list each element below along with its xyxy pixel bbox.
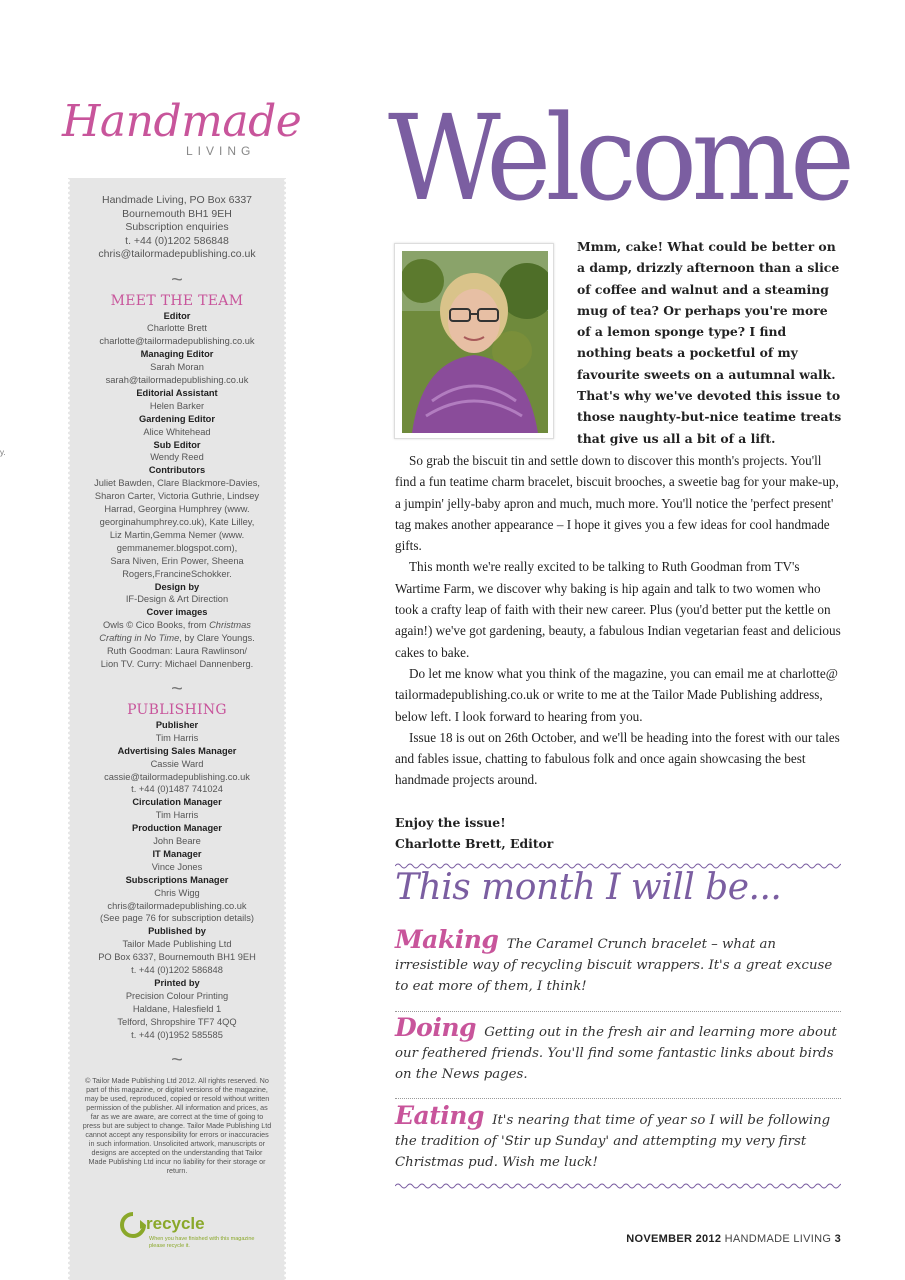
address-line: Bournemouth BH1 9EH — [122, 207, 232, 220]
contributors-line: Sharon Carter, Victoria Guthrie, Lindsey — [94, 491, 260, 502]
publisher-line: t. +44 (0)1202 586848 — [131, 965, 223, 976]
recycle-word: recycle — [146, 1214, 205, 1233]
role-title: Advertising Sales Manager — [117, 745, 237, 756]
logo — [62, 96, 302, 158]
role-title: Printed by — [154, 978, 200, 988]
person-name: John Beare — [153, 836, 201, 847]
sign-off-greeting: Enjoy the issue! — [395, 814, 506, 830]
tilde-divider: ~ — [171, 1048, 183, 1071]
role-title: Cover images — [146, 607, 208, 618]
contact-address — [68, 194, 286, 262]
contributors-line: Harrad, Georgina Humphrey (www. — [104, 504, 250, 515]
contributors-line: Liz Martin,Gemma Nemer (www. — [109, 529, 245, 540]
item-keyword: Making — [395, 925, 499, 954]
role-title: Editorial Assistant — [136, 387, 218, 398]
team-heading: MEET THE TEAM — [110, 292, 244, 309]
page-number: 3 — [834, 1233, 841, 1245]
sign-off-name: Charlotte Brett, Editor — [395, 836, 554, 852]
person-email: charlotte@tailormadepublishing.co.uk — [99, 336, 255, 347]
contributors-line: Juliet Bawden, Clare Blackmore-Davies, — [94, 478, 260, 489]
editorial-body — [395, 450, 843, 854]
item-text: The Caramel Crunch bracelet – what an irresistible way of recycling biscuit wrappers. It's a great excuse to eat more of them, I think! — [395, 937, 833, 994]
intro-paragraph: Mmm, cake! What could be better on a damp, drizzly afternoon than a slice of coffee and walnut and a steaming mug of tea? Or perhaps you're more of a lemon sponge type? I find nothing beats a pocketful of my favourite sweets on a autumnal walk. That's why we've devoted this issue to those naughty-but-nice teatime treats that give us all a bit of a lift. — [577, 239, 842, 446]
contributors-line: Rogers,FrancineSchokker. — [122, 568, 232, 579]
person-email: cassie@tailormadepublishing.co.uk — [104, 771, 250, 782]
editor-portrait-image — [402, 251, 548, 433]
address-line: t. +44 (0)1202 586848 — [125, 234, 229, 247]
item-text: It's nearing that time of year so I will be following the tradition of 'Stir up Sunday' and attempting my very first Christmas pud. Wish me luck! — [395, 1113, 831, 1170]
recycle-logo — [118, 1210, 258, 1260]
footer-magazine: HANDMADE LIVING — [724, 1233, 832, 1245]
person-name: Cassie Ward — [150, 758, 204, 769]
person-name: Tim Harris — [155, 810, 199, 821]
role-title: IT Manager — [152, 848, 202, 859]
person-phone: t. +44 (0)1487 741024 — [131, 784, 223, 795]
role-title: Contributors — [148, 465, 206, 476]
address-line: Handmade Living, PO Box 6337 — [101, 194, 252, 206]
body-paragraph: Do let me know what you think of the magazine, you can email me at charlotte@ tailormadepublishing.co.uk or write to me at the Tailor Made Publishing address, below left. I look forward to hearing from you. — [395, 665, 838, 724]
role-title: Published by — [148, 926, 206, 937]
contributors-line: gemmanemer.blogspot.com), — [116, 542, 238, 553]
subscription-note: (See page 76 for subscription details) — [99, 913, 254, 924]
publishing-heading: PUBLISHING — [127, 701, 227, 718]
role-title: Subscriptions Manager — [125, 874, 229, 885]
role-title: Circulation Manager — [132, 797, 222, 808]
printer-line: Haldane, Halesfield 1 — [132, 1003, 222, 1014]
printer-line: t. +44 (0)1952 585585 — [131, 1029, 223, 1040]
team-list — [68, 310, 286, 671]
contributors-line: Sara Niven, Erin Power, Sheena — [110, 555, 244, 566]
cover-credit-text: Owls © Cico Books, from — [103, 620, 210, 631]
person-name: Charlotte Brett — [147, 323, 207, 334]
body-paragraph: Issue 18 is out on 26th October, and we'll be heading into the forest with our tales and fables issue, chatting to fabulous folk and once again showcasing the best handmade projects around. — [395, 729, 840, 788]
person-email: sarah@tailormadepublishing.co.uk — [105, 375, 249, 386]
editor-photo — [394, 243, 554, 439]
person-name: Tim Harris — [155, 732, 199, 743]
person-name: Chris Wigg — [154, 887, 200, 898]
page-title: Welcome — [388, 89, 850, 227]
role-title: Design by — [154, 581, 200, 592]
person-name: Alice Whitehead — [143, 426, 211, 437]
publisher-line: PO Box 6337, Bournemouth BH1 9EH — [98, 952, 256, 963]
cover-credit-line: Lion TV. Curry: Michael Dannenberg. — [100, 658, 254, 669]
stray-mark: y. — [0, 448, 6, 457]
logo-wordmark: Handmade — [62, 96, 302, 147]
footer-issue: NOVEMBER 2012 — [626, 1233, 722, 1245]
dotted-divider — [395, 1011, 841, 1012]
contributors-line: georginahumphrey.co.uk), Kate Lilley, — [99, 517, 255, 527]
role-title: Managing Editor — [140, 349, 214, 360]
cover-credit-line — [68, 619, 286, 632]
role-title: Gardening Editor — [139, 413, 215, 424]
masthead-panel — [68, 178, 286, 1280]
role-title: Sub Editor — [153, 439, 201, 450]
tilde-divider: ~ — [171, 677, 183, 700]
person-name: Helen Barker — [149, 400, 205, 411]
this-month-item-doing — [395, 1013, 843, 1085]
publisher-line: Tailor Made Publishing Ltd — [122, 939, 232, 950]
item-text: Getting out in the fresh air and learning more about our feathered friends. You'll find some fantastic links about birds on the News pages. — [395, 1025, 837, 1082]
cover-credit-line — [68, 632, 286, 645]
this-month-item-eating — [395, 1101, 843, 1173]
recycle-note: When you have finished with this magazine please recycle it. — [149, 1236, 255, 1249]
cover-credit-book: Christmas — [209, 620, 251, 631]
item-keyword: Eating — [395, 1101, 484, 1130]
sign-off — [395, 812, 843, 855]
tilde-divider: ~ — [171, 268, 183, 291]
address-line: Subscription enquiries — [125, 221, 229, 233]
this-month-item-making — [395, 925, 843, 997]
item-keyword: Doing — [395, 1013, 477, 1042]
body-paragraph: This month we're really excited to be talking to Ruth Goodman from TV's Wartime Farm, we discover why baking is hip again and talk to two women who took a crafty leap of faith with their new career. Plus (you'd better put the kettle on again!) we've got gardening, beauty, a fabulous Indian vegetarian feast and delicious cakes to bake. — [395, 559, 841, 660]
page-footer — [626, 1233, 841, 1245]
this-month-heading: This month I will be... — [395, 867, 782, 908]
publishing-list — [68, 719, 286, 1042]
cover-credit-text: , by Clare Youngs. — [179, 633, 255, 644]
recycle-arrow-icon — [118, 1210, 148, 1240]
legal-notice: © Tailor Made Publishing Ltd 2012. All rights reserved. No part of this magazine, or digital versions of the magazine, may be used, reproduced, copied or resold without written permission of the publisher. All information and prices, as far as we are aware, are correct at the time of going to press but are subject to change. Tailor Made Publishing Ltd cannot accept any responsibility for errors or inaccuracies in such information. Unsolicited artwork, manuscripts or designs are accepted on the understanding that Tailor Made Publishing Ltd incur no liability for their storage or return. — [82, 1075, 272, 1175]
role-title: Publisher — [155, 719, 199, 730]
person-name: IF-Design & Art Direction — [125, 594, 229, 605]
role-title: Production Manager — [132, 823, 222, 834]
person-name: Vince Jones — [151, 861, 203, 872]
dotted-divider — [395, 1098, 841, 1099]
cover-credit-line: Ruth Goodman: Laura Rawlinson/ — [106, 646, 248, 657]
logo-subtitle: LIVING — [186, 144, 256, 158]
printer-line: Telford, Shropshire TF7 4QQ — [117, 1016, 237, 1027]
contact-email: chris@tailormadepublishing.co.uk — [98, 248, 256, 260]
person-name: Wendy Reed — [150, 452, 204, 463]
wavy-divider-bottom — [395, 1182, 841, 1190]
cover-credit-book: Crafting in No Time — [99, 633, 180, 644]
person-email: chris@tailormadepublishing.co.uk — [107, 900, 247, 911]
role-title: Editor — [163, 310, 191, 321]
printer-line: Precision Colour Printing — [125, 990, 229, 1001]
body-paragraph: So grab the biscuit tin and settle down to discover this month's projects. You'll find a fun teatime charm bracelet, biscuit brooches, a sweetie bag for your make-up, a jumpin' jelly-baby apron and much, much more. You'll notice the 'perfect present' tag makes another appearance – I hope it gives you a few ideas for cool handmade gifts. — [395, 453, 839, 554]
person-name: Sarah Moran — [150, 362, 204, 373]
